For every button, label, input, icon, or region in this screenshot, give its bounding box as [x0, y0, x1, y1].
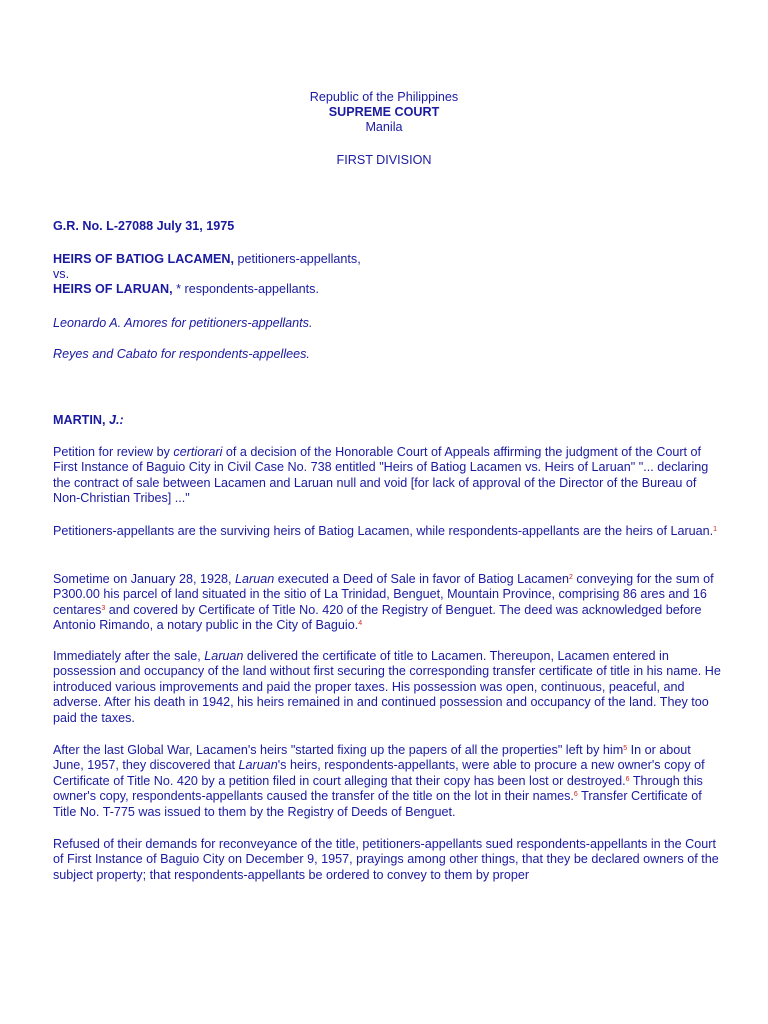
paragraph-4 [53, 649, 725, 726]
case-number-date: G.R. No. L-27088 July 31, 1975 [53, 219, 235, 233]
paragraph-2 [53, 524, 725, 539]
footnote-link-3[interactable]: 3 [101, 604, 106, 612]
justice-title: J.: [108, 413, 124, 427]
p2-text-a: Petitioners-appellants are the surviving heirs of Batiog Lacamen, while respondents-appellants are the heirs of Laruan. [53, 524, 714, 538]
party2-role: * respondents-appellants. [172, 282, 319, 296]
p4-text-c: delivered the certificate of title to Lacamen. Thereupon, Lacamen entered in possession and occupancy of the land without first securing the corresponding transfer certificate of title in his name. He introduced various improvements and paid the proper taxes. His possession was open, continuous, peaceful, and adverse. After his death in 1942, his heirs remained in and continued possession and occupancy of the land. They too paid the taxes. [53, 649, 721, 725]
party2-name: HEIRS OF LARUAN, [53, 282, 173, 296]
party1-name: HEIRS OF BATIOG LACAMEN, [53, 252, 234, 266]
p3-text-c: executed a Deed of Sale in favor of Batiog Lacamen [274, 572, 569, 586]
party-respondents [53, 282, 725, 297]
party1-role: petitioners-appellants, [233, 252, 361, 266]
p6-text-a: Refused of their demands for reconveyance of the title, petitioners-appellants sued respondents-appellants in the Court of First Instance of Baguio City on December 9, 1957, prayings among other things, that they be declared owners of the subject property; that respondents-appellants be ordered to convey to them by proper [53, 837, 719, 882]
paragraph-3 [53, 572, 725, 634]
versus-label: vs. [53, 267, 70, 281]
p3-text-a: Sometime on January 28, 1928, [53, 572, 236, 586]
p5-text-b: In or about June, 1957, they discovered that [53, 743, 691, 773]
footnote-link-6[interactable]: 6 [625, 775, 630, 783]
p3-text-b: Laruan [235, 572, 275, 586]
p1-text-c: of a decision of the Honorable Court of Appeals affirming the judgment of the Court of First Instance of Baguio City in Civil Case No. 738 entitled "Heirs of Batiog Lacamen vs. Heirs of Laruan" "... declaring the contract of sale between Lacamen and Laruan null and void [for lack of approval of the Director of the Bureau of Non-Christian Tribes] ..." [53, 445, 709, 506]
p3-text-e: and covered by Certificate of Title No. 420 of the Registry of Benguet. The deed was acknowledged before Antonio Rimando, a notary public in the City of Baguio. [53, 602, 702, 633]
paragraph-6 [53, 837, 725, 883]
p4-text-b: Laruan [204, 649, 244, 663]
counsel-petitioners: Leonardo A. Amores for petitioners-appellants. [53, 316, 313, 330]
p5-text-d: 's heirs, respondents-appellants, were able to procure a new owner's copy of Certificate of Title No. 420 by a petition filed in court alleging that their copy has been lost or destroyed. [53, 758, 705, 788]
p5-text-f: Transfer Certificate of Title No. T-775 was issued to them by the Registry of Deeds of Benguet. [53, 789, 702, 819]
justice-name: MARTIN, [53, 413, 109, 427]
footnote-link-4[interactable]: 4 [358, 620, 363, 628]
party-petitioners [53, 252, 725, 267]
p1-text-a: Petition for review by [53, 445, 174, 459]
p5-text-e: Through this owner's copy, respondents-appellants caused the transfer of the title on the lot in their names. [53, 773, 703, 804]
ponente-line [53, 413, 725, 428]
division-name: FIRST DIVISION [336, 153, 432, 167]
republic-line: Republic of the Philippines [309, 90, 459, 104]
footnote-link-2[interactable]: 2 [569, 574, 573, 581]
court-city: Manila [365, 120, 403, 134]
p1-text-b: certiorari [173, 445, 223, 459]
footnote-link-5[interactable]: 5 [623, 745, 628, 752]
footnote-link-1[interactable]: 1 [713, 526, 718, 533]
footnote-link-6b[interactable]: 6 [573, 791, 578, 799]
p5-text-c: Laruan [238, 758, 278, 773]
paragraph-5 [53, 743, 725, 820]
court-name: SUPREME COURT [328, 105, 440, 119]
counsel-respondents: Reyes and Cabato for respondents-appellees. [53, 347, 310, 361]
p4-text-a: Immediately after the sale, [53, 649, 205, 663]
p3-text-d: conveying for the sum of P300.00 his parcel of land situated in the sitio of La Trinidad, Benguet, Mountain Province, comprising 86 ares and 16 centares [53, 572, 714, 617]
paragraph-1 [53, 445, 725, 507]
p5-text-a: After the last Global War, Lacamen's heirs "started fixing up the papers of all the properties" left by him [53, 743, 624, 757]
